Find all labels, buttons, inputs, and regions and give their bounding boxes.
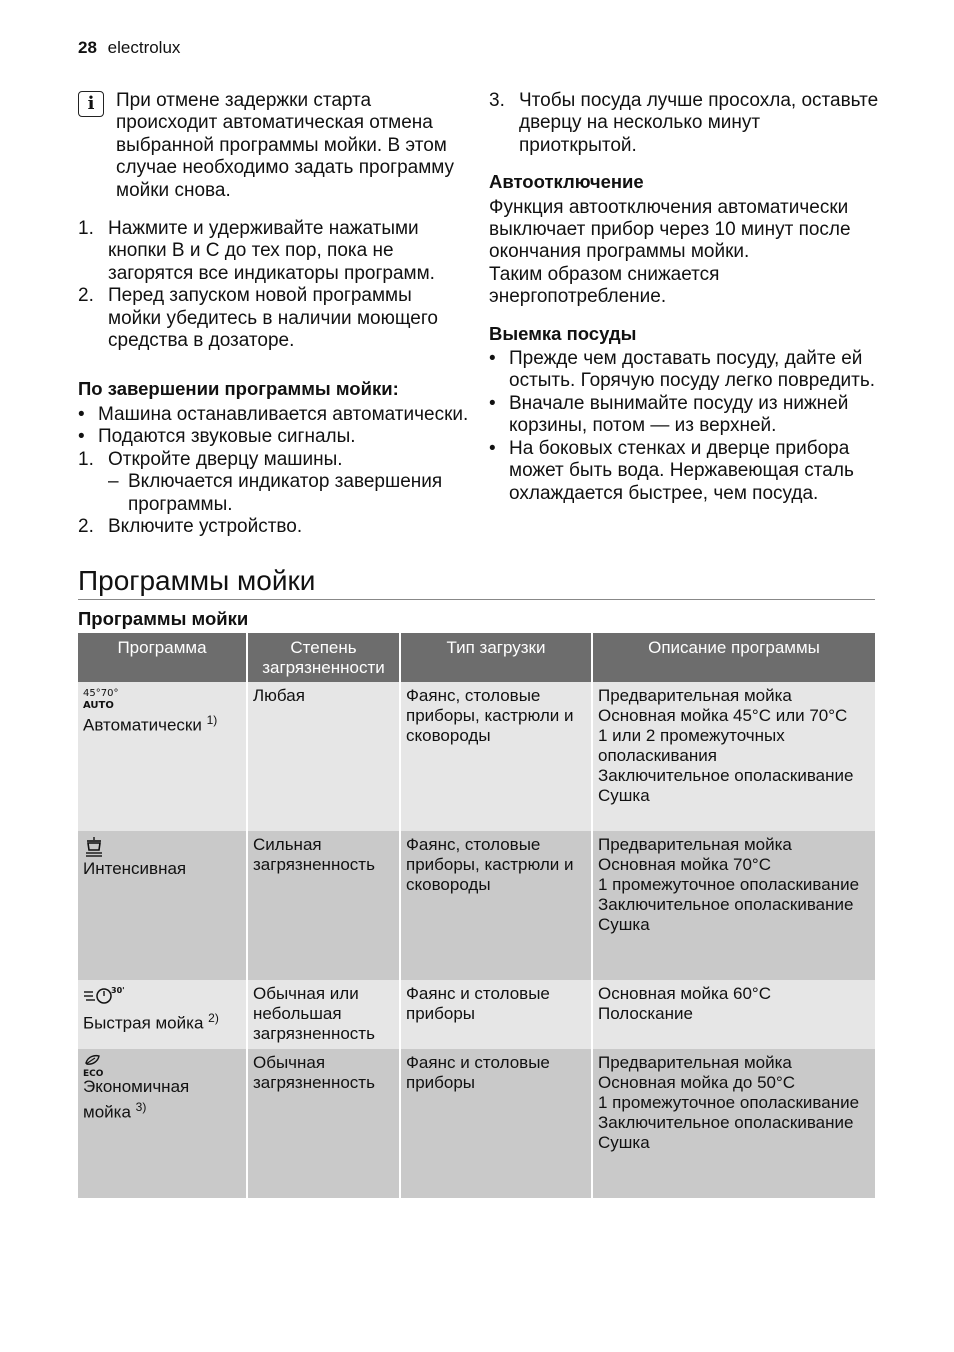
soil-cell: Любая [248, 682, 401, 831]
table-row [78, 980, 875, 1049]
program-cell [78, 682, 248, 831]
header-description: Описание программы [648, 638, 820, 657]
program-name: Быстрая мойка [83, 1013, 204, 1033]
section-title: Программы мойки [78, 564, 875, 600]
load-cell: Фаянс и столовые приборы [401, 980, 593, 1049]
table-row [78, 682, 875, 831]
list-item: • Подаются звуковые сигналы. [78, 426, 356, 448]
table-row [78, 831, 875, 980]
after-program-bullets [78, 404, 470, 449]
list-item: • На боковых стенках и дверце прибора может быть вода. Нержавеющая сталь охлаждается быстрее, чем посуда. [489, 437, 854, 504]
description-cell: Основная мойка 60°C Полоскание [598, 984, 771, 1023]
quick-30-icon [83, 984, 241, 1006]
load-cell: Фаянс, столовые приборы, кастрюли и сковороды [401, 831, 593, 980]
list-item: 1. Нажмите и удерживайте нажатыми кнопки B и C до тех пор, пока не загорятся все индикаторы программ. [78, 218, 435, 284]
svg-text:AUTO: AUTO [83, 700, 114, 710]
list-item: 3. Чтобы посуда лучше просохла, оставьте дверцу на несколько минут приоткрытой. [489, 90, 879, 156]
list-item: • Прежде чем доставать посуду, дайте ей остыть. Горячую посуду легко повредить. [489, 348, 876, 392]
program-name: Автоматически [83, 715, 202, 735]
info-icon: i [78, 91, 104, 117]
program-cell [78, 831, 248, 980]
soil-cell: Сильная загрязненность [248, 831, 401, 980]
autooff-heading: Автоотключение [489, 171, 644, 193]
autooff-text-2: Таким образом снижается энергопотребление. [489, 263, 720, 308]
footnote: 2) [208, 1011, 219, 1025]
table-header [78, 633, 875, 682]
list-item: 1. Откройте дверцу машины. – Включается индикатор завершения программы. [78, 448, 443, 515]
description-cell: Предварительная мойка Основная мойка 45°C или 70°C 1 или 2 промежуточных ополаскивания Заключительное ополаскивание Сушка [598, 686, 854, 805]
svg-text:45°70°: 45°70° [83, 688, 119, 699]
cancel-steps-list [78, 218, 470, 352]
program-name: Экономичная мойка [83, 1077, 190, 1122]
soil-cell: Обычная загрязненность [248, 1049, 401, 1198]
unload-heading: Выемка посуды [489, 322, 637, 344]
header-soil: Степень загрязненности [248, 633, 401, 682]
info-note-text: При отмене задержки старта происходит автоматическая отмена выбранной программы мойки. В этом случае необходимо задать программу мойки снова. [116, 90, 455, 201]
program-name: Интенсивная [83, 859, 187, 878]
table-row [78, 1049, 875, 1198]
description-cell: Предварительная мойка Основная мойка до 50°C 1 промежуточное ополаскивание Заключительное ополаскивание Сушка [598, 1053, 860, 1152]
right-column [489, 90, 881, 505]
svg-text:ECO: ECO [83, 1069, 104, 1077]
autooff-text: Функция автоотключения автоматически выключает прибор через 10 минут после окончания программы мойки. [489, 196, 851, 263]
list-item: • Вначале вынимайте посуду из нижней корзины, потом — из верхней. [489, 392, 849, 437]
page-number: 28 [78, 38, 97, 57]
header-program: Программа [78, 633, 248, 682]
svg-text:30': 30' [111, 986, 125, 995]
program-cell [78, 1049, 248, 1198]
list-item: • Машина останавливается автоматически. [78, 403, 469, 425]
description-cell: Предварительная мойка Основная мойка 70°C 1 промежуточное ополаскивание Заключительное ополаскивание Сушка [598, 835, 860, 934]
list-item: 2. Включите устройство. [78, 515, 303, 537]
footnote: 1) [206, 713, 218, 727]
eco-leaf-icon [83, 1053, 241, 1075]
load-cell: Фаянс и столовые приборы [401, 1049, 593, 1198]
after-program-steps [78, 449, 470, 539]
page-header [78, 38, 180, 58]
footnote: 3) [135, 1100, 147, 1114]
soil-cell: Обычная или небольшая загрязненность [248, 980, 401, 1049]
intensive-pot-icon [83, 835, 241, 857]
table-title: Программы мойки [78, 608, 249, 629]
load-cell: Фаянс, столовые приборы, кастрюли и сковороды [401, 682, 593, 831]
header-load: Тип загрузки [401, 633, 593, 682]
brand-name: electrolux [107, 38, 181, 57]
info-note [78, 90, 470, 202]
programs-table [78, 633, 875, 1198]
list-item: 2. Перед запуском новой программы мойки убедитесь в наличии моющего средства в дозаторе. [78, 285, 438, 352]
program-cell [78, 980, 248, 1049]
after-program-heading: По завершении программы мойки: [78, 378, 399, 400]
left-column [78, 90, 470, 538]
unload-bullets [489, 348, 881, 505]
auto-45-70-icon [83, 686, 241, 708]
